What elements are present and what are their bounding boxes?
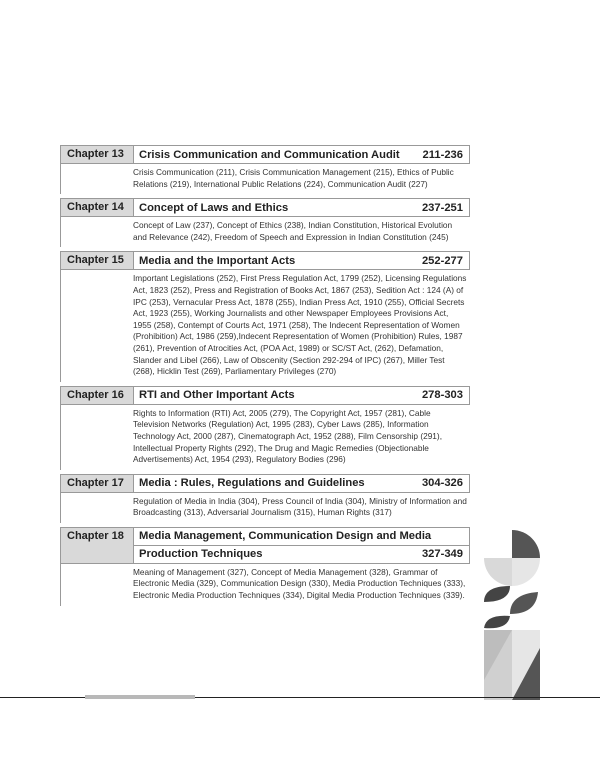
chapter-entry [60, 198, 470, 247]
chapter-title: RTI and Other Important Acts [139, 389, 295, 402]
chapter-pages: 304-326 [421, 477, 463, 490]
chapter-pages: 278-303 [421, 389, 463, 402]
chapter-entry [60, 386, 470, 470]
chapter-entry [60, 527, 470, 606]
chapter-label: Chapter 18 [61, 528, 134, 563]
chapter-header [60, 474, 470, 493]
chapter-title: Media : Rules, Regulations and Guidelines [139, 477, 365, 490]
chapter-description: Crisis Communication (211), Crisis Communication Management (215), Ethics of Public Relations (219), International Public Relations (224), Communication Audit (227) [133, 167, 454, 189]
chapter-title: Media and the Important Acts [139, 254, 296, 267]
chapter-description: Important Legislations (252), First Press Regulation Act, 1799 (252), Licensing Regulations Act, 1823 (252), Press and Registration of Books Act, 1867 (253), Sedition Act : 124 (A) of IPC (253), Vernacular Press Act, 1878 (255), Indian Press Act, 1910 (255), Official Secrets Act, 1923 (255), Working Journalists and other Newspaper Employees Provisions Act, 1955 (258), Contempt of Courts Act, 1971 (258), The Indecent Representation of Women (Prohibition) Act, 1986 (259),Indecent Representation of Women (Prohibition) Rules, 1987 (261), Prevention of Atrocities Act, (POA Act, 1989) or SC/ST Act, (262), Defamation, Slander and Libel (266), Law of Obscenity (Section 292-294 of IPC) (267), Miller Test (268), Hicklin Test (269), Parliamentary Privileges (270) [133, 273, 467, 377]
chapter-label: Chapter 14 [61, 199, 134, 216]
chapter-pages: 211-236 [422, 148, 463, 161]
chapter-header [60, 386, 470, 405]
chapter-label: Chapter 16 [61, 387, 134, 404]
chapter-description: Concept of Law (237), Concept of Ethics (238), Indian Constitution, Historical Evolution and Relevance (242), Freedom of Speech and Expression in Indian Constitution (245) [133, 220, 453, 242]
chapter-title: Crisis Communication and Communication Audit [139, 148, 400, 161]
chapter-pages: 252-277 [421, 254, 463, 267]
decorative-shapes-graphic [480, 530, 560, 700]
chapter-label: Chapter 13 [61, 146, 134, 163]
chapter-pages: 327-349 [421, 547, 463, 560]
chapter-pages: 237-251 [421, 201, 463, 214]
chapter-description: Rights to Information (RTI) Act, 2005 (279), The Copyright Act, 1957 (281), Cable Television Networks (Regulation) Act, 1995 (283), Cyber Laws (285), Information Technology Act, 2000 (287), Cinematograph Act, 1952 (288), Film Censorship (291), Intellectual Property Rights (292), The Drug and Magic Remedies (Objectionable Advertisements) Act, 1954 (293), Regulatory Bodies (296) [133, 407, 442, 465]
chapter-description: Regulation of Media in India (304), Press Council of India (304), Ministry of Information and Broadcasting (313), Adversarial Journalism (315), Human Rights (317) [133, 495, 467, 518]
chapter-entry [60, 474, 470, 523]
chapter-label: Chapter 17 [61, 475, 134, 492]
chapter-entry [60, 145, 470, 194]
chapter-title-line2: Production Techniques [139, 547, 263, 560]
chapter-header [60, 527, 470, 564]
chapter-title-line1: Media Management, Communication Design and Media [139, 529, 432, 542]
chapter-header [60, 251, 470, 270]
chapter-header [60, 198, 470, 217]
chapter-title: Concept of Laws and Ethics [139, 201, 289, 214]
chapter-label: Chapter 15 [61, 252, 134, 269]
chapter-header [60, 145, 470, 164]
chapter-entry [60, 251, 470, 381]
table-of-contents [60, 145, 470, 610]
footer-accent-bar [85, 695, 195, 699]
chapter-description: Meaning of Management (327), Concept of Media Management (328), Grammar of Electronic Media (329), Communication Design (330), Media Production Techniques (333), Electronic Media Production Techniques (334), Digital Media Production Techniques (339). [133, 566, 466, 601]
